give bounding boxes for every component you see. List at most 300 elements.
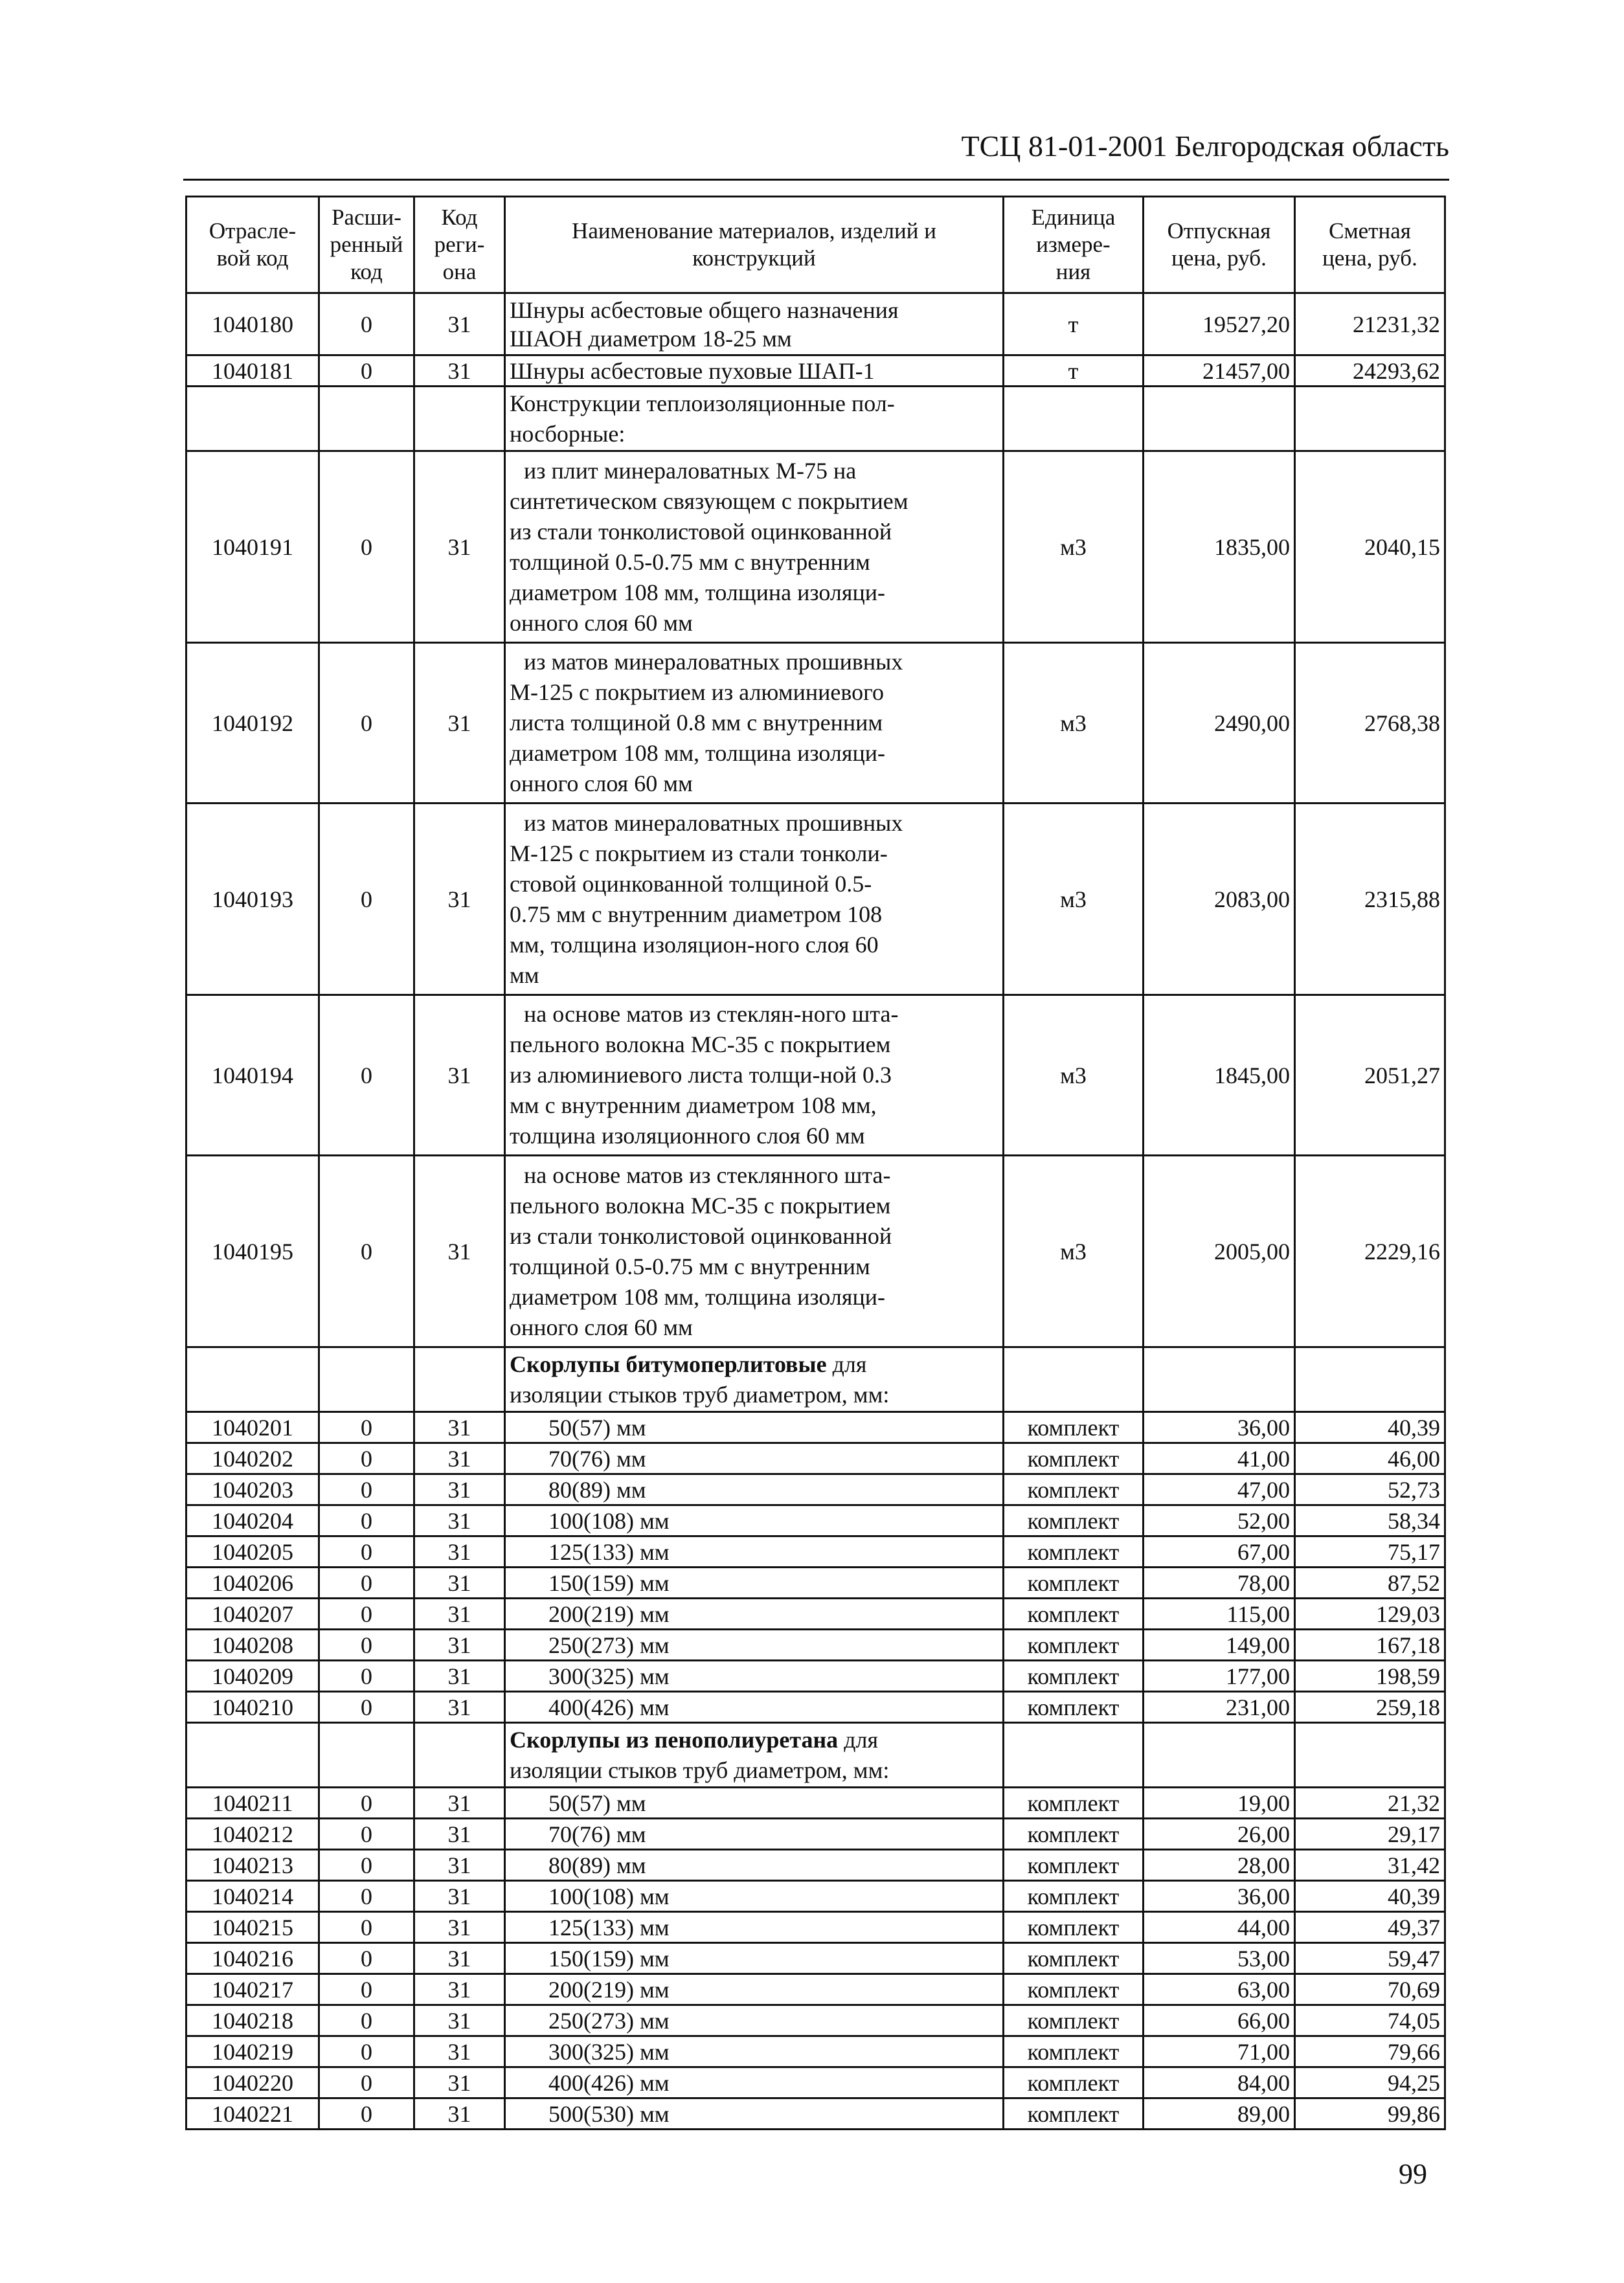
cell-name-line: из матов минераловатных прошивных [524,649,903,675]
cell-name-line: стовой оцинкованной толщиной 0.5- [510,870,872,897]
cell-ext: 0 [319,995,414,1156]
cell-ext: 0 [319,1443,414,1474]
cell-name [505,2005,1004,2036]
cell-name-text: 200(219) мм [548,1976,670,2003]
cell-estimate: 49,37 [1295,1912,1445,1943]
header-unit-line: Единица [1031,205,1116,230]
cell-price: 2490,00 [1144,643,1295,804]
header-ext-line: Расши- [332,205,401,230]
cell-region: 31 [414,2005,505,2036]
cell-ext: 0 [319,1881,414,1912]
section-row [186,387,1445,451]
cell-estimate: 29,17 [1295,1819,1445,1850]
cell-unit: комплект [1004,1474,1144,1505]
cell-name [505,804,1004,995]
empty-cell [414,387,505,451]
table-row [186,1974,1445,2005]
cell-unit: комплект [1004,1974,1144,2005]
cell-name [505,1536,1004,1568]
section-title-line [510,1725,998,1755]
cell-unit: комплект [1004,1443,1144,1474]
empty-cell [414,1723,505,1788]
header-estimate-line: Сметная [1329,218,1411,243]
cell-name-text: 150(159) мм [548,1569,670,1596]
cell-estimate: 58,34 [1295,1505,1445,1536]
cell-code: 1040208 [186,1630,319,1661]
cell-price: 1835,00 [1144,451,1295,643]
header-code-line: вой код [216,245,289,271]
cell-price: 66,00 [1144,2005,1295,2036]
cell-unit: м3 [1004,643,1144,804]
cell-unit: комплект [1004,2005,1144,2036]
cell-name-text: 80(89) мм [548,1476,646,1503]
cell-ext: 0 [319,1661,414,1692]
cell-ext: 0 [319,1788,414,1819]
cell-region: 31 [414,1661,505,1692]
cell-unit: комплект [1004,2036,1144,2067]
cell-estimate: 2040,15 [1295,451,1445,643]
cell-name [505,2036,1004,2067]
cell-estimate: 21231,32 [1295,293,1445,355]
cell-estimate: 70,69 [1295,1974,1445,2005]
cell-ext: 0 [319,1912,414,1943]
empty-cell [1295,1723,1445,1788]
cell-price: 36,00 [1144,1881,1295,1912]
empty-cell [186,387,319,451]
cell-unit: комплект [1004,1881,1144,1912]
cell-name [505,293,1004,355]
cell-price: 71,00 [1144,2036,1295,2067]
cell-name [505,1819,1004,1850]
header-code-line: Отрасле- [209,218,297,243]
cell-region: 31 [414,1819,505,1850]
page-number: 99 [1399,2158,1427,2190]
cell-ext: 0 [319,643,414,804]
cell-estimate: 52,73 [1295,1474,1445,1505]
table-row [186,1788,1445,1819]
cell-ext: 0 [319,1630,414,1661]
empty-cell [1144,387,1295,451]
cell-region: 31 [414,451,505,643]
section-title [505,1347,1004,1412]
cell-name-line: онного слоя 60 мм [510,1314,693,1340]
cell-code: 1040194 [186,995,319,1156]
header-ext [319,197,414,293]
cell-estimate: 2768,38 [1295,643,1445,804]
cell-region: 31 [414,1505,505,1536]
cell-name-text: 125(133) мм [548,1538,670,1565]
cell-price: 1845,00 [1144,995,1295,1156]
empty-cell [1004,387,1144,451]
cell-estimate: 2229,16 [1295,1156,1445,1347]
cell-name-text: 400(426) мм [548,1694,670,1720]
cell-price: 28,00 [1144,1850,1295,1881]
table-row [186,451,1445,643]
cell-region: 31 [414,1912,505,1943]
header-region-line: Код [441,205,478,230]
section-title-line: изоляции стыков труб диаметром, мм: [510,1757,890,1783]
cell-estimate: 74,05 [1295,2005,1445,2036]
cell-code: 1040206 [186,1568,319,1599]
cell-code: 1040205 [186,1536,319,1568]
cell-region: 31 [414,1474,505,1505]
cell-price: 41,00 [1144,1443,1295,1474]
cell-name [505,643,1004,804]
section-row [186,1723,1445,1788]
cell-name-line: мм [510,962,539,988]
cell-ext: 0 [319,804,414,995]
cell-ext: 0 [319,2098,414,2130]
cell-estimate: 59,47 [1295,1943,1445,1974]
cell-name-line: ШАОН диаметром 18-25 мм [510,325,792,352]
cell-unit: комплект [1004,1505,1144,1536]
cell-region: 31 [414,995,505,1156]
cell-name-text: 70(76) мм [548,1821,646,1847]
cell-price: 21457,00 [1144,355,1295,387]
cell-name-line: толщиной 0.5-0.75 мм с внутренним [510,1253,870,1279]
table-row [186,1474,1445,1505]
section-title-rest: для [838,1726,879,1753]
table-row [186,1412,1445,1443]
cell-price: 52,00 [1144,1505,1295,1536]
empty-cell [1295,1347,1445,1412]
cell-region: 31 [414,1630,505,1661]
table-row [186,293,1445,355]
header-ext-line: ренный [330,232,403,257]
cell-code: 1040215 [186,1912,319,1943]
cell-name [505,1630,1004,1661]
cell-name [505,1788,1004,1819]
cell-code: 1040218 [186,2005,319,2036]
cell-estimate: 40,39 [1295,1881,1445,1912]
cell-name-text: 200(219) мм [548,1601,670,1627]
cell-region: 31 [414,1568,505,1599]
section-title-line: носборные: [510,420,626,447]
cell-unit: м3 [1004,804,1144,995]
cell-code: 1040209 [186,1661,319,1692]
cell-unit: м3 [1004,995,1144,1156]
table-row [186,1912,1445,1943]
cell-name [505,1505,1004,1536]
cell-ext: 0 [319,2067,414,2098]
cell-estimate: 167,18 [1295,1630,1445,1661]
header-code [186,197,319,293]
cell-price: 177,00 [1144,1661,1295,1692]
section-title-bold: Скорлупы из пенополиуретана [510,1726,839,1753]
cell-estimate: 129,03 [1295,1599,1445,1630]
cell-price: 89,00 [1144,2098,1295,2130]
cell-region: 31 [414,293,505,355]
cell-unit: комплект [1004,1568,1144,1599]
cell-ext: 0 [319,2036,414,2067]
cell-name-text: 50(57) мм [548,1790,646,1816]
cell-code: 1040180 [186,293,319,355]
cell-name [505,1943,1004,1974]
cell-estimate: 46,00 [1295,1443,1445,1474]
header-unit-line: измере- [1036,232,1111,257]
cell-ext: 0 [319,1156,414,1347]
cell-price: 115,00 [1144,1599,1295,1630]
cell-name-text: 100(108) мм [548,1507,670,1534]
cell-name-line: онного слоя 60 мм [510,770,693,796]
cell-estimate: 79,66 [1295,2036,1445,2067]
table-row [186,995,1445,1156]
cell-name [505,1850,1004,1881]
cell-name [505,995,1004,1156]
cell-unit: комплект [1004,1661,1144,1692]
cell-name-line: диаметром 108 мм, толщина изоляци- [510,740,885,766]
cell-ext: 0 [319,1474,414,1505]
cell-region: 31 [414,1692,505,1723]
cell-price: 53,00 [1144,1943,1295,1974]
cell-region: 31 [414,1881,505,1912]
table-row [186,1536,1445,1568]
table-row [186,643,1445,804]
cell-name: Шнуры асбестовые пуховые ШАП-1 [505,355,1004,387]
cell-unit: комплект [1004,1912,1144,1943]
empty-cell [1144,1347,1295,1412]
cell-unit: м3 [1004,451,1144,643]
cell-estimate: 198,59 [1295,1661,1445,1692]
cell-price: 47,00 [1144,1474,1295,1505]
table-row [186,1881,1445,1912]
cell-region: 31 [414,2098,505,2130]
cell-estimate: 31,42 [1295,1850,1445,1881]
table-row [186,1505,1445,1536]
cell-name-line: толщина изоляционного слоя 60 мм [510,1123,865,1149]
cell-name-line: из плит минераловатных М-75 на [524,457,857,484]
cell-name-line: на основе матов из стеклянного шта- [524,1162,891,1188]
cell-unit: комплект [1004,1850,1144,1881]
cell-ext: 0 [319,1536,414,1568]
cell-name-line: М-125 с покрытием из стали тонколи- [510,840,888,866]
table-row [186,1819,1445,1850]
header-name [505,197,1004,293]
cell-unit: комплект [1004,2067,1144,2098]
cell-name-line: мм, толщина изоляцион-ного слоя 60 [510,931,879,958]
table-row [186,1630,1445,1661]
table-row [186,1599,1445,1630]
section-title-rest: для [826,1351,867,1377]
cell-code: 1040201 [186,1412,319,1443]
cell-name-line: диаметром 108 мм, толщина изоляци- [510,579,885,605]
cell-region: 31 [414,1788,505,1819]
cell-name-line: Шнуры асбестовые общего назначения [510,297,899,323]
cell-price: 78,00 [1144,1568,1295,1599]
section-title-line [510,1349,998,1380]
cell-code: 1040181 [186,355,319,387]
table-row [186,2067,1445,2098]
cell-estimate: 2051,27 [1295,995,1445,1156]
cell-unit: комплект [1004,1536,1144,1568]
cell-unit: т [1004,355,1144,387]
header-estimate-line: цена, руб. [1322,245,1417,271]
section-title-line: Конструкции теплоизоляционные пол- [510,390,895,416]
header-region [414,197,505,293]
cell-region: 31 [414,1974,505,2005]
cell-ext: 0 [319,1850,414,1881]
cell-name [505,1974,1004,2005]
cell-name-text: 300(325) мм [548,1663,670,1689]
cell-code: 1040195 [186,1156,319,1347]
cell-ext: 0 [319,355,414,387]
cell-name-line: из матов минераловатных прошивных [524,809,903,836]
cell-name [505,1568,1004,1599]
cell-price: 67,00 [1144,1536,1295,1568]
cell-name-text: 400(426) мм [548,2069,670,2096]
cell-price: 149,00 [1144,1630,1295,1661]
cell-estimate: 24293,62 [1295,355,1445,387]
cell-unit: комплект [1004,1412,1144,1443]
cell-ext: 0 [319,1819,414,1850]
table-row [186,1692,1445,1723]
cell-estimate: 87,52 [1295,1568,1445,1599]
header-name-line: конструкций [692,245,816,271]
cell-name [505,2067,1004,2098]
empty-cell [1144,1723,1295,1788]
cell-region: 31 [414,2036,505,2067]
table-row [186,2098,1445,2130]
table-row [186,2005,1445,2036]
cell-code: 1040204 [186,1505,319,1536]
cell-region: 31 [414,1850,505,1881]
cell-name [505,1661,1004,1692]
cell-name [505,1599,1004,1630]
cell-name-line: из стали тонколистовой оцинкованной [510,1222,892,1249]
cell-estimate: 40,39 [1295,1412,1445,1443]
cell-region: 31 [414,1443,505,1474]
cell-name-line: диаметром 108 мм, толщина изоляци- [510,1283,885,1310]
empty-cell [186,1723,319,1788]
cell-unit: комплект [1004,1788,1144,1819]
cell-name-line: на основе матов из стеклян-ного шта- [524,1001,899,1027]
cell-code: 1040192 [186,643,319,804]
section-title-line: изоляции стыков труб диаметром, мм: [510,1381,890,1408]
header-ext-line: код [350,259,383,284]
cell-ext: 0 [319,451,414,643]
cell-region: 31 [414,1156,505,1347]
cell-estimate: 75,17 [1295,1536,1445,1568]
cell-name-line: синтетическом связующем с покрытием [510,488,908,514]
cell-name-text: 50(57) мм [548,1414,646,1441]
cell-name-text: 100(108) мм [548,1883,670,1909]
cell-code: 1040221 [186,2098,319,2130]
table-row [186,1443,1445,1474]
cell-unit: комплект [1004,1819,1144,1850]
cell-price: 84,00 [1144,2067,1295,2098]
header-region-line: реги- [434,232,485,257]
cell-estimate: 94,25 [1295,2067,1445,2098]
cell-name [505,1474,1004,1505]
cell-name-line: пельного волокна МС-35 с покрытием [510,1031,891,1057]
cell-region: 31 [414,1943,505,1974]
cell-code: 1040217 [186,1974,319,2005]
cell-code: 1040220 [186,2067,319,2098]
cell-name [505,1881,1004,1912]
cell-name [505,1412,1004,1443]
cell-name-line: из стали тонколистовой оцинкованной [510,518,892,545]
cell-price: 2083,00 [1144,804,1295,995]
cell-code: 1040191 [186,451,319,643]
cell-ext: 0 [319,1943,414,1974]
header-price-line: цена, руб. [1171,245,1267,271]
cell-name-text: 80(89) мм [548,1852,646,1878]
table-row [186,804,1445,995]
cell-name [505,1912,1004,1943]
cell-ext: 0 [319,2005,414,2036]
header-divider [183,179,1449,181]
cell-ext: 0 [319,1599,414,1630]
cell-name-text: 500(530) мм [548,2100,670,2127]
cell-name [505,1156,1004,1347]
cell-price: 26,00 [1144,1819,1295,1850]
table-row [186,1661,1445,1692]
cell-unit: комплект [1004,1599,1144,1630]
cell-region: 31 [414,804,505,995]
header-region-line: она [442,259,477,284]
header-estimate [1295,197,1445,293]
cell-region: 31 [414,355,505,387]
cell-name-text: 70(76) мм [548,1445,646,1472]
cell-name [505,451,1004,643]
cell-name [505,2098,1004,2130]
cell-estimate: 259,18 [1295,1692,1445,1723]
cell-unit: м3 [1004,1156,1144,1347]
table-header-row [186,197,1445,293]
cell-name-line: мм с внутренним диаметром 108 мм, [510,1092,877,1118]
cell-price: 36,00 [1144,1412,1295,1443]
cell-ext: 0 [319,1412,414,1443]
cell-ext: 0 [319,1568,414,1599]
section-title [505,387,1004,451]
empty-cell [1004,1347,1144,1412]
cell-price: 19527,20 [1144,293,1295,355]
cell-price: 44,00 [1144,1912,1295,1943]
cell-name [505,1692,1004,1723]
cell-name-line: пельного волокна МС-35 с покрытием [510,1192,891,1219]
cell-price: 2005,00 [1144,1156,1295,1347]
cell-code: 1040193 [186,804,319,995]
cell-unit: комплект [1004,1630,1144,1661]
cell-name-line: 0.75 мм с внутренним диаметром 108 [510,901,883,927]
empty-cell [319,1347,414,1412]
empty-cell [319,387,414,451]
section-title [505,1723,1004,1788]
cell-code: 1040210 [186,1692,319,1723]
cell-estimate: 21,32 [1295,1788,1445,1819]
cell-region: 31 [414,1599,505,1630]
empty-cell [1295,387,1445,451]
cell-ext: 0 [319,1692,414,1723]
cell-code: 1040202 [186,1443,319,1474]
cell-price: 19,00 [1144,1788,1295,1819]
cell-region: 31 [414,1536,505,1568]
cell-code: 1040203 [186,1474,319,1505]
cell-name-line: М-125 с покрытием из алюминиевого [510,679,885,705]
cell-name [505,1443,1004,1474]
cell-name-text: 250(273) мм [548,2007,670,2034]
cell-unit: комплект [1004,2098,1144,2130]
empty-cell [1004,1723,1144,1788]
cell-code: 1040216 [186,1943,319,1974]
cell-name-line: толщиной 0.5-0.75 мм с внутренним [510,548,870,575]
cell-estimate: 99,86 [1295,2098,1445,2130]
cell-unit: комплект [1004,1692,1144,1723]
cell-region: 31 [414,643,505,804]
empty-cell [186,1347,319,1412]
price-table [185,196,1446,2130]
cell-code: 1040219 [186,2036,319,2067]
